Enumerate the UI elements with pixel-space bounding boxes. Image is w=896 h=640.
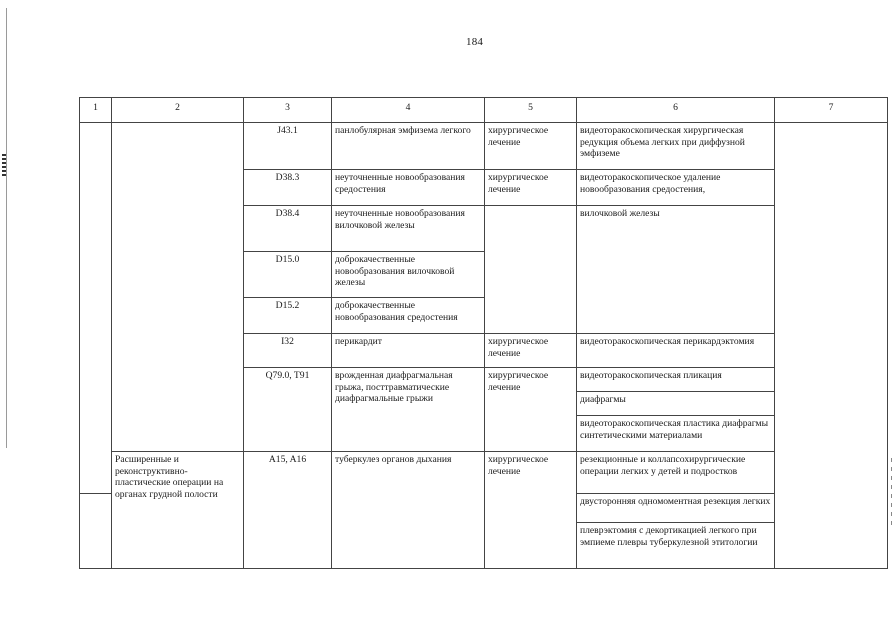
- diagnosis-cell: врожденная диафрагмальная грыжа, посттравматические диафрагмальные грыжи: [332, 368, 485, 452]
- treatment-cell: хирургическое лечение: [485, 334, 577, 368]
- diagnosis-cell: доброкачественные новообразования вилочковой железы: [332, 252, 485, 298]
- scan-right-edge: [891, 458, 892, 528]
- operation-cell: видеоторакоскопическая перикардэктомия: [577, 334, 775, 368]
- col1-cell: [80, 494, 112, 569]
- operation-cell: вилочковой железы: [577, 206, 775, 334]
- operation-cell: диафрагмы: [577, 392, 775, 416]
- header-col-5: 5: [485, 98, 577, 123]
- group-cell-empty: [112, 123, 244, 452]
- scan-binding-mark: [2, 154, 6, 176]
- treatment-cell: [485, 206, 577, 334]
- code-cell: D38.4: [244, 206, 332, 252]
- code-cell: D15.0: [244, 252, 332, 298]
- page-number: 184: [466, 36, 484, 48]
- treatment-cell: хирургическое лечение: [485, 452, 577, 569]
- operation-cell: видеоторакоскопическая хирургическая редукция объема легких при диффузной эмфиземе: [577, 123, 775, 170]
- treatment-cell: хирургическое лечение: [485, 368, 577, 452]
- code-cell: D15.2: [244, 298, 332, 334]
- operation-cell: двусторонняя одномоментная резекция легких: [577, 494, 775, 523]
- operation-cell: видеоторакоскопическое удаление новообразования средостения,: [577, 170, 775, 206]
- treatment-cell: хирургическое лечение: [485, 170, 577, 206]
- header-col-3: 3: [244, 98, 332, 123]
- diagnosis-cell: туберкулез органов дыхания: [332, 452, 485, 569]
- header-col-2: 2: [112, 98, 244, 123]
- operation-cell: видеоторакоскопическая пластика диафрагмы синтетическими материалами: [577, 416, 775, 452]
- diagnosis-cell: неуточненные новообразования средостения: [332, 170, 485, 206]
- diagnosis-cell: перикардит: [332, 334, 485, 368]
- code-cell: D38.3: [244, 170, 332, 206]
- diagnosis-cell: панлобулярная эмфизема легкого: [332, 123, 485, 170]
- procedures-table: [79, 97, 888, 569]
- operation-cell: плеврэктомия с декортикацией легкого при эмпиеме плевры туберкулезной этитологии: [577, 523, 775, 569]
- table-row: [80, 452, 888, 494]
- header-row: [80, 98, 888, 123]
- code-cell: A15, A16: [244, 452, 332, 569]
- col7-cell: [775, 123, 888, 569]
- operation-cell: резекционные и коллапсохирургические операции легких у детей и подростков: [577, 452, 775, 494]
- diagnosis-cell: доброкачественные новообразования средостения: [332, 298, 485, 334]
- diagnosis-cell: неуточненные новообразования вилочковой железы: [332, 206, 485, 252]
- header-col-1: 1: [80, 98, 112, 123]
- operation-cell: видеоторакоскопическая пликация: [577, 368, 775, 392]
- header-col-4: 4: [332, 98, 485, 123]
- table-row: [80, 123, 888, 170]
- col1-cell: [80, 123, 112, 494]
- header-col-6: 6: [577, 98, 775, 123]
- code-cell: J43.1: [244, 123, 332, 170]
- treatment-cell: хирургическое лечение: [485, 123, 577, 170]
- code-cell: Q79.0, T91: [244, 368, 332, 452]
- group-cell: Расширенные и реконструктивно-пластические операции на органах грудной полости: [112, 452, 244, 569]
- scan-left-edge: [6, 8, 7, 448]
- code-cell: I32: [244, 334, 332, 368]
- header-col-7: 7: [775, 98, 888, 123]
